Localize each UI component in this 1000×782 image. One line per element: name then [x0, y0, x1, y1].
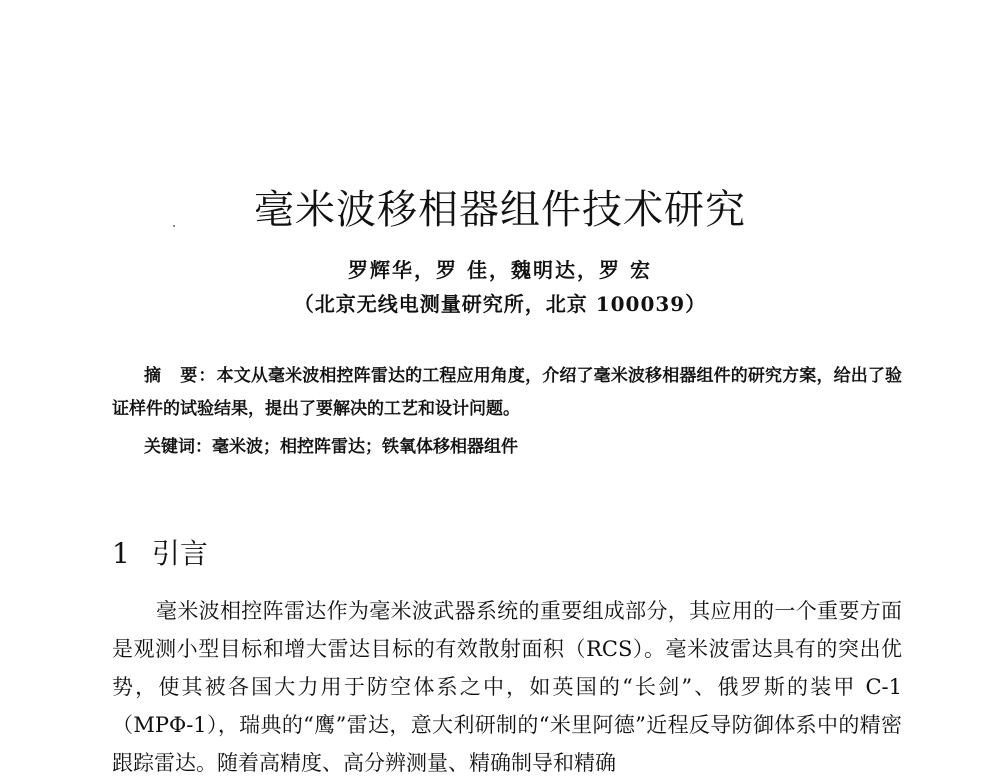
section-heading: [112, 532, 208, 572]
abstract-text: 本文从毫米波相控阵雷达的工程应用角度，介绍了毫米波移相器组件的研究方案，给出了验证样件的试验结果，提出了要解决的工艺和设计问题。: [112, 366, 903, 419]
abstract-label: 摘 要：: [144, 366, 217, 386]
body-paragraph: 毫米波相控阵雷达作为毫米波武器系统的重要组成部分，其应用的一个重要方面是观测小型目标和增大雷达目标的有效散射面积（RCS）。毫米波雷达具有的突出优势，使其被各国大力用于防空体系之中，如英国的“长剑”、俄罗斯的装甲 C-1（MPΦ-1），瑞典的“鹰”雷达，意大利研制的“米里阿德”近程反导防御体系中的精密跟踪雷达。随着高精度、高分辨测量、精确制导和精确: [112, 599, 902, 775]
keywords: [144, 433, 904, 461]
abstract: [112, 360, 902, 426]
keywords-text: 毫米波；相控阵雷达；铁氧体移相器组件: [212, 437, 518, 457]
paper-title: 毫米波移相器组件技术研究: [254, 187, 746, 233]
section-number: 1: [112, 537, 130, 570]
keywords-label: 关键词：: [144, 437, 212, 457]
affiliation: （北京无线电测量研究所，北京 100039）: [293, 292, 707, 316]
section-title: 引言: [151, 537, 208, 570]
author-list: 罗辉华，罗 佳，魏明达，罗 宏: [348, 258, 652, 282]
